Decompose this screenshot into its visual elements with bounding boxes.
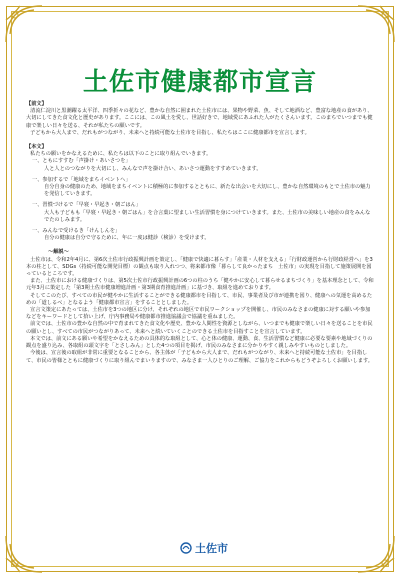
corner-ornament-icon	[354, 532, 398, 576]
corner-ornament-icon	[2, 2, 46, 46]
preamble-paragraph: 子どもから大人まで、だれもがつながり、未来へと持続可能な土佐市を目指し、私たちはここに健康都市を宣言します。	[30, 129, 310, 136]
preamble-paragraph: 清流仁淀川と黒潮躍る太平洋、四季折々の花など、豊かな自然に囲まれた土佐市には、果物や野菜、魚、そして地酒など、豊富な地産の食があり、大切にしてきた食文化と歴史があります。ここには、この風土を愛し、世話好きで、地域愛にあふれた人がたくさんいます。このまちでいつまでも健康で楽しい日々を送る、それが私たちの願いです。	[26, 108, 373, 129]
explanation-paragraph: 土佐市は、令和2年4月に、第6次土佐市行政振興計画を策定し、「健康で快適に暮らす」「産業・人材を支える」「行財政運営から行財政経営へ」を3本の柱として、SDGs（持続可能な開発目標）の観点も取り入れつつ、将来都市像「暮らして良かったまち 土佐市」の実現を目指して施策展開を図っているところです。	[26, 256, 373, 278]
corner-ornament-icon	[2, 532, 46, 576]
preamble-label: 【前文】	[26, 101, 47, 107]
explanation-paragraph: 本文では、前文にある願いや希望をかなえるための具体的な取組として、心と体の健康、運動、食、生活習慣など健康に必要な要素や地域づくりの観点を盛り込み、各取組の頭文字を「とさしみん」とした4つの項目を掲げ、市民のみなさまに分かりやすく親しみやすいものとしました。	[26, 335, 373, 350]
declaration-item-heading: 一、ともにすすむ「声掛け・あいさつを」	[32, 158, 131, 165]
logo-text: 土佐市	[195, 542, 228, 555]
corner-ornament-icon	[354, 2, 398, 46]
declaration-item-text: 大人も子どもも「早寝・早起き・朝ごはん」を合言葉に望ましい生活習慣を身につけていきます。また、土佐市の美味しい地産の食をみんなでたのしみます。	[44, 209, 371, 223]
declaration-item-heading: 一、習慣づけるで「早寝・早起き・朝ごはん」	[32, 202, 141, 209]
declaration-body	[26, 101, 374, 365]
city-logo	[180, 540, 228, 556]
page-title: 土佐市健康都市宣言	[82, 67, 317, 96]
explanation-paragraph: そしてこのたび、すべての市民が健やかに生活することができる健康都市を目指して、市民、事業者及び市が連携を図り、健康への気運を高めるための「道しるべ」となるよう「健康都市宣言」をすることとしました。	[26, 292, 373, 306]
explanation-paragraph: 今後は、宣言後の取組が非常に重要となることから、各主体が「子どもから大人まで、だれもがつながり、未来へと持続可能な土佐市」を目指して、市民の皆様とともに健康づくりに取り組んでまいりますので、みなさま一人ひとりのご理解、ご協力をこれからもどうぞよろしくお願いします。	[26, 350, 373, 364]
declaration-item-heading: 一、参加するで「地域をまちイベントへ」	[32, 176, 131, 183]
main-intro: 私たちの願いをかなえるために、私たちは以下のことに取り組んでいきます。	[30, 151, 212, 158]
explanation-label: ～解説～	[48, 249, 69, 256]
explanation-paragraph: 前文では、土佐市の豊かな自然の中で育まれてきた食文化や歴史、豊かな人間性を資源としながら、いつまでも健康で楽しい日々を送ることを市民の願いとし、すべての市民がつながりあって、未来へと続いていくことのできる土佐市を目指すことを宣言しています。	[26, 321, 373, 335]
explanation-paragraph: また、土佐市における健康づくりは、第5次土佐市行政振興計画の6つの柱のうち「健やかに安心して暮らせるまちづくり」を基本理念として、令和元年3月に策定した「第3期土佐市健康増進計画・第3期食育推進計画」に基づき、取組を進めております。	[26, 278, 374, 292]
declaration-item-text: 自分の健康は自分で守るために、年に一度は健診（検診）を受けます。	[44, 235, 210, 242]
explanation-paragraph: 宣言文策定にあたっては、土佐市を3つの地区に分け、それぞれの地区で市民ワークショップを開催し、市民のみなさまの健康に対する願いや参加などをキーワードとして拾い上げ、庁内事務局や健康都市推進協議会で協議を重ねました。	[26, 307, 371, 321]
main-label: 【本文】	[26, 144, 47, 151]
declaration-item-text: 人と人とのつながりを大切にし、みんなで声を掛け合い、あいさつ運動をすすめていきます。	[44, 165, 262, 172]
declaration-item-text: 自分自身の健康のため、地域をまちイベントに積極的に参加するとともに、新たな出会いを大切にし、豊かな自然環境のもとで土佐市の魅力を発信していきます。	[44, 184, 371, 198]
declaration-item-heading: 一、みんなで受けるき「けんしんを」	[32, 228, 121, 235]
city-emblem-icon	[180, 542, 192, 554]
